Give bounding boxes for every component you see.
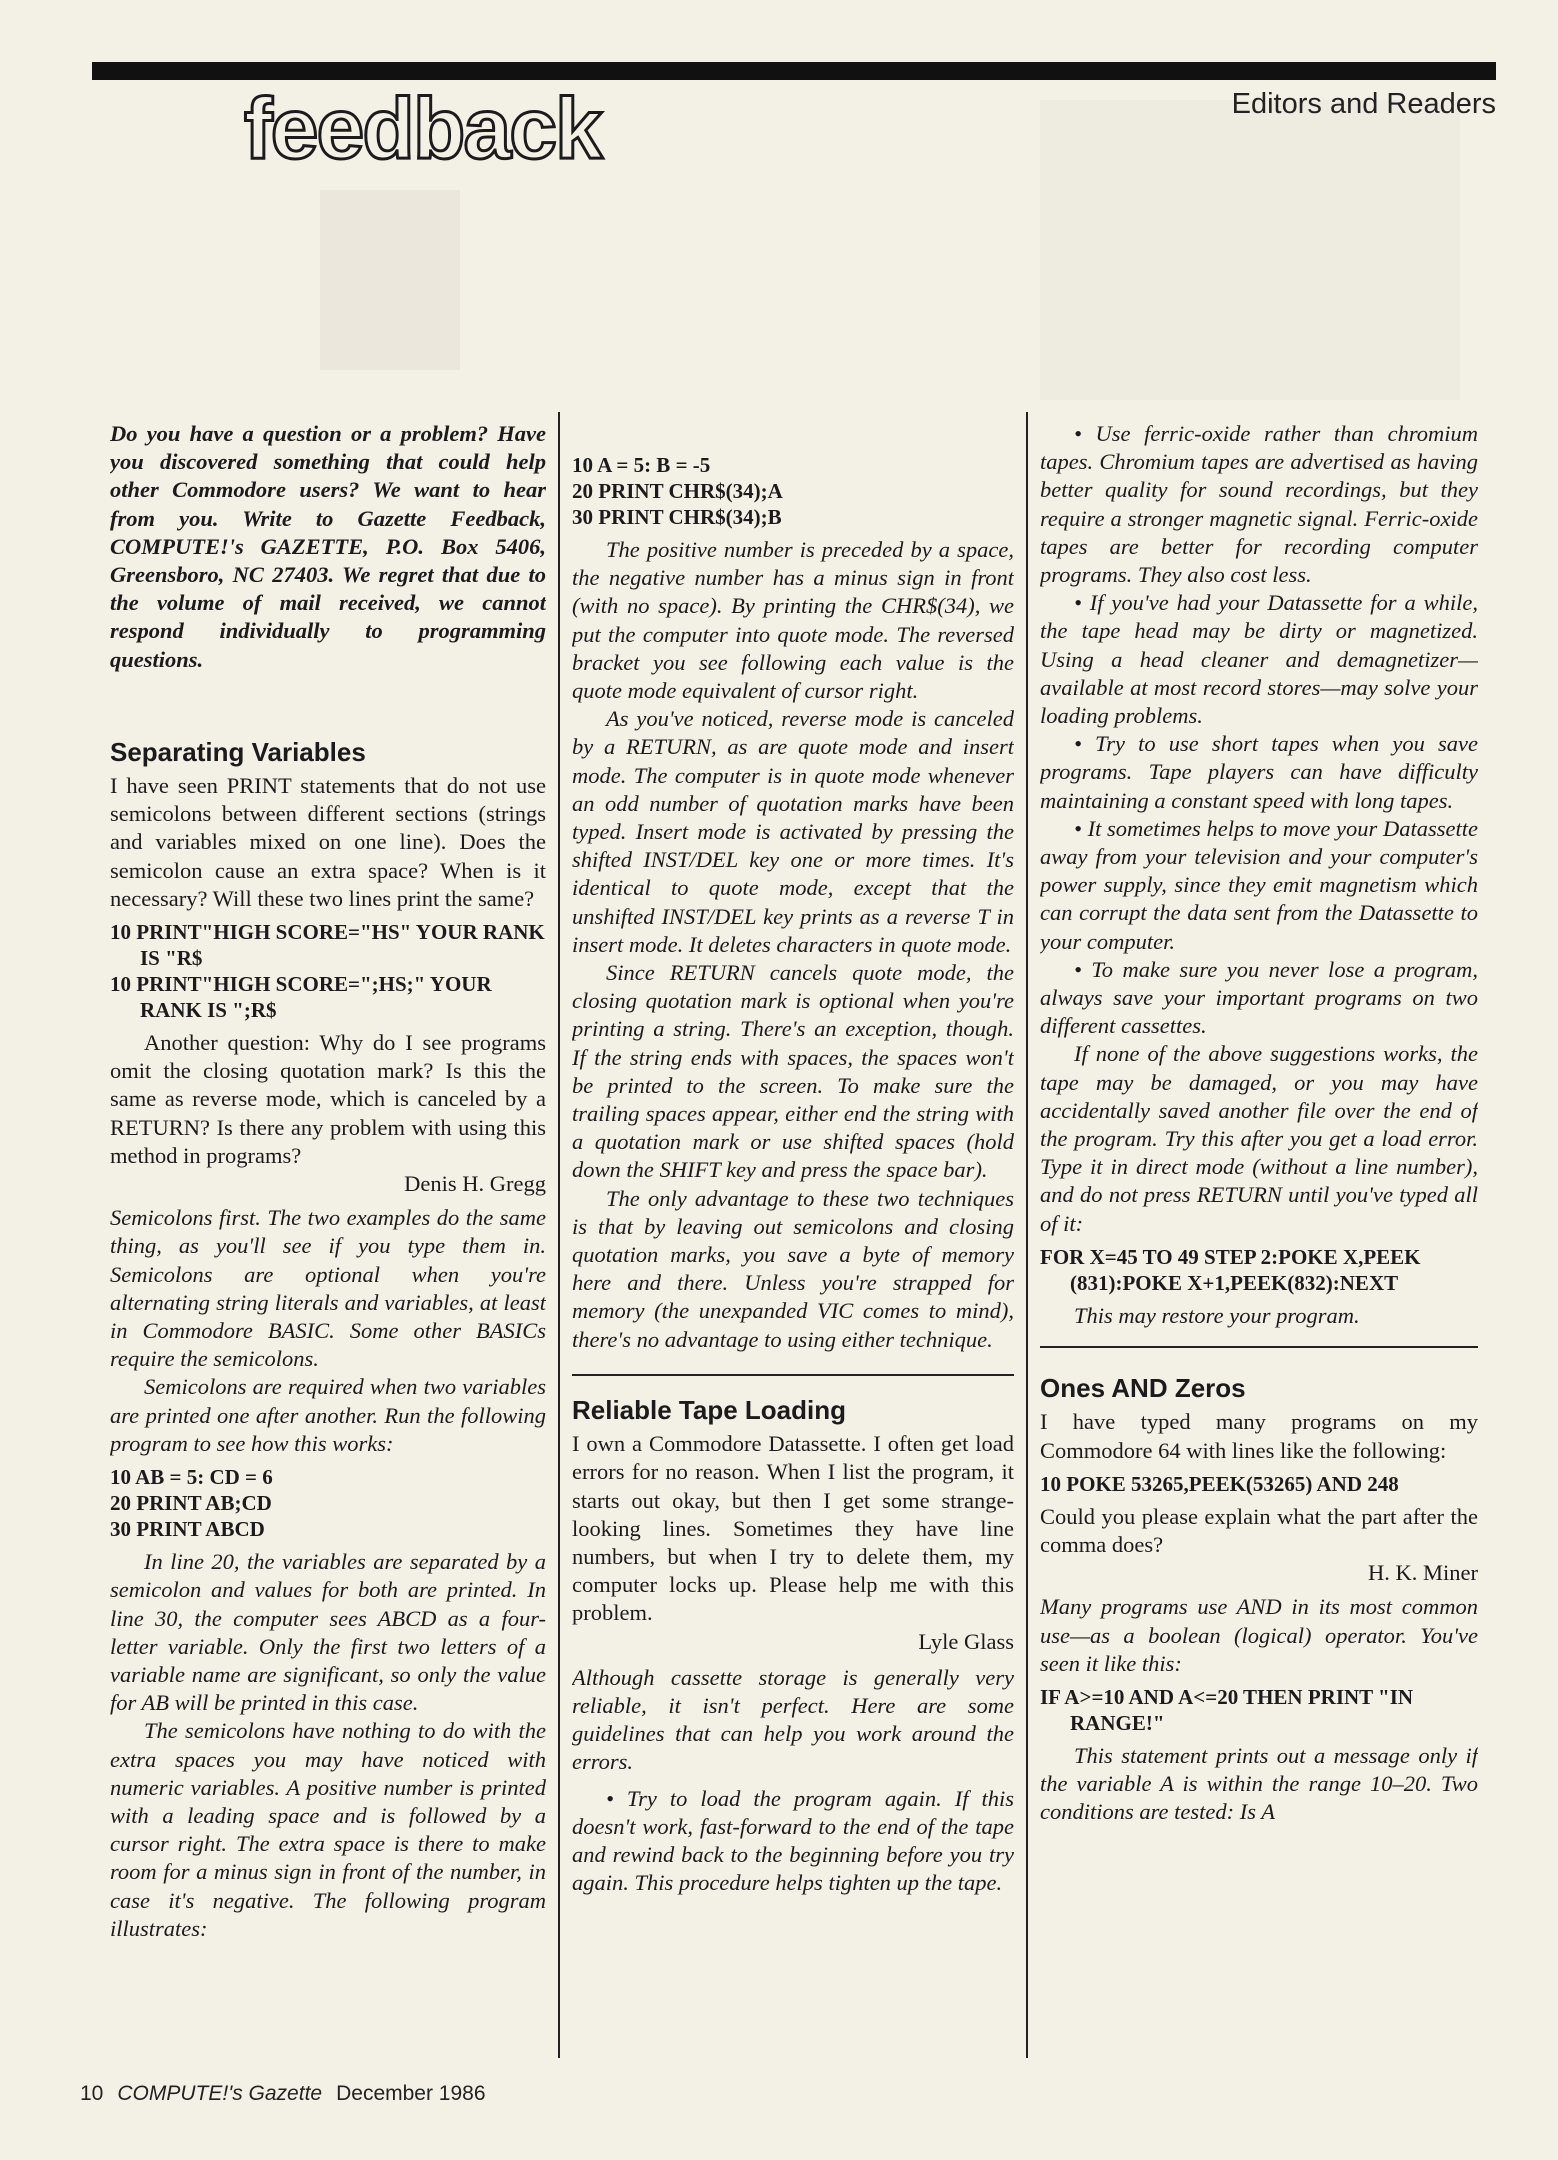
code-block xyxy=(1040,1471,1478,1497)
intro-text: Do you have a question or a problem? Have you discovered something that could help other Commodore users? We want to hear from you. Write to Gazette Feedback, COMPUTE!'s GAZETTE, P.O. Box 5406, Greensboro, NC 27403. We regret that due to the volume of mail received, we cannot respond individually to programming questions. xyxy=(110,421,546,672)
answer-paragraph: If none of the above suggestions works, the tape may be damaged, or you may have accidentally saved another file over the end of the program. Try this after you get a load error. Type it in direct mode (without a line number), and do not press RETURN until you've typed all of it: xyxy=(1040,1041,1478,1236)
tip-paragraph: • If you've had your Datassette for a while, the tape head may be dirty or magnetized. Using a head cleaner and demagnetizer—available at most record stores—may solve your loading problems. xyxy=(1040,590,1478,729)
issue-date: December 1986 xyxy=(336,2082,486,2105)
answer-paragraph: The positive number is preceded by a space, the negative number has a minus sign in front (with no space). By printing the CHR$(34), we put the computer into quote mode. The reversed bracket you see following each value is the quote mode equivalent of cursor right. xyxy=(572,537,1014,704)
top-rule-bar xyxy=(92,62,1496,80)
letter-paragraph: Could you please explain what the part after the comma does? xyxy=(1040,1503,1478,1557)
letter-signature: Lyle Glass xyxy=(918,1628,1014,1654)
letter-paragraph: I own a Commodore Datassette. I often get load errors for no reason. When I list the program, it starts out okay, but then I get some strange-looking lines. Sometimes they have line numbers, but when I try to delete them, my computer locks up. Please help me with this problem. xyxy=(572,1431,1014,1626)
section-divider xyxy=(572,1374,1014,1376)
answer-paragraph: The only advantage to these two techniques is that by leaving out semicolons and closing quotation marks, you save a byte of memory here and there. Unless you're strapped for memory (the unexpanded VIC comes to mind), there's no advantage to using either technique. xyxy=(572,1185,1014,1352)
tip-paragraph: • To make sure you never lose a program, always save your important programs on two different cassettes. xyxy=(1040,956,1478,1039)
answer-paragraph: As you've noticed, reverse mode is canceled by a RETURN, as are quote mode and insert mode. The computer is in quote mode whenever an odd number of quotation marks have been typed. Insert mode is activated by pressing the shifted INST/DEL key one or more times. It's identical to quote mode, except that the unshifted INST/DEL key prints as a reverse T in insert mode. It deletes characters in quote mode. xyxy=(572,706,1014,957)
tip-paragraph: • Use ferric-oxide rather than chromium tapes. Chromium tapes are advertised as having better quality for sound recordings, but they require a stronger magnetic signal. Ferric-oxide tapes are better for recording computer programs. They also cost less. xyxy=(1040,421,1478,588)
section-label: Editors and Readers xyxy=(1231,88,1496,120)
letter-signature: Denis H. Gregg xyxy=(404,1171,546,1197)
code-block xyxy=(110,919,546,1023)
bleed-through-panel xyxy=(1040,100,1460,400)
publication-name: COMPUTE!'s Gazette xyxy=(117,2082,323,2105)
answer-paragraph: Although cassette storage is generally very reliable, it isn't perfect. Here are some guidelines that can help you work around the errors. xyxy=(572,1664,1014,1775)
code-block xyxy=(1040,1244,1478,1296)
code-line: 10 POKE 53265,PEEK(53265) AND 248 xyxy=(1040,1471,1399,1496)
letter-paragraph: I have typed many programs on my Commodore 64 with lines like the following: xyxy=(1040,1409,1478,1463)
answer-paragraph: This statement prints out a message only if the variable A is within the range 10–20. Two conditions are tested: Is A xyxy=(1040,1742,1478,1825)
section-title-tape: Reliable Tape Loading xyxy=(572,1394,847,1425)
tip-paragraph: • Try to load the program again. If this doesn't work, fast-forward to the end of the tape and rewind back to the beginning before you try again. This procedure helps tighten up the tape. xyxy=(572,1785,1014,1896)
code-block xyxy=(1040,1684,1478,1736)
answer-paragraph: The semicolons have nothing to do with the extra spaces you may have noticed with numeric variables. A positive number is printed with a leading space and is followed by a cursor right. The extra space is there to make room for a minus sign in front of the number, in case it's negative. The following program illustrates: xyxy=(110,1718,546,1941)
answer-paragraph: Since RETURN cancels quote mode, the closing quotation mark is optional when you're printing a string. There's an exception, though. If the string ends with spaces, the spaces won't be printed to the screen. To make sure the trailing spaces appear, either end the string with a quotation mark or use shifted spaces (hold down the SHIFT key and press the space bar). xyxy=(572,960,1014,1183)
letter-paragraph: Another question: Why do I see programs omit the closing quotation mark? Is this the same as reverse mode, which is canceled by a RETURN? Is there any problem with using this method in programs? xyxy=(110,1030,546,1168)
bleed-through-book xyxy=(320,190,460,370)
code-line: 20 PRINT AB;CD xyxy=(110,1491,272,1516)
code-line: 10 PRINT"HIGH SCORE="HS" YOUR RANK IS "R$ xyxy=(110,920,545,971)
code-line: 30 PRINT ABCD xyxy=(110,1517,265,1542)
column-2 xyxy=(572,420,1014,2060)
code-line: IF A>=10 AND A<=20 THEN PRINT "IN RANGE!" xyxy=(1040,1684,1414,1735)
code-line: 30 PRINT CHR$(34);B xyxy=(572,505,782,529)
answer-paragraph: Many programs use AND in its most common use—as a boolean (logical) operator. You've seen it like this: xyxy=(1040,1594,1478,1676)
letter-paragraph: I have seen PRINT statements that do not use semicolons between different sections (strings and variables mixed on one line). Does the semicolon cause an extra space? When is it necessary? Will these two lines print the same? xyxy=(110,773,546,911)
answer-paragraph: Semicolons first. The two examples do the same thing, as you'll see if you type them in. Semicolons are optional when you're alternating string literals and variables, at least in Commodore BASIC. Some other BASICs require the semicolons. xyxy=(110,1205,546,1372)
letter-signature: H. K. Miner xyxy=(1368,1560,1478,1586)
code-block xyxy=(110,1464,546,1542)
section-title-separating: Separating Variables xyxy=(110,736,366,767)
answer-paragraph: In line 20, the variables are separated by a semicolon and values for both are printed. In line 30, the computer sees ABCD as a four-letter variable. Only the first two letters of a variable name are significant, so only the value for AB will be printed in this case. xyxy=(110,1549,546,1716)
tip-paragraph: • Try to use short tapes when you save programs. Tape players can have difficulty maintaining a constant speed with long tapes. xyxy=(1040,731,1478,813)
code-line: 10 PRINT"HIGH SCORE=";HS;" YOUR RANK IS ";R$ xyxy=(110,972,492,1023)
code-line: FOR X=45 TO 49 STEP 2:POKE X,PEEK (831):POKE X+1,PEEK(832):NEXT xyxy=(1040,1244,1421,1295)
code-line: 20 PRINT CHR$(34);A xyxy=(572,479,783,503)
column-rule xyxy=(1026,412,1028,2058)
answer-paragraph: Semicolons are required when two variables are printed one after another. Run the following program to see how this works: xyxy=(110,1374,546,1456)
section-title-ones: Ones AND Zeros xyxy=(1040,1373,1246,1404)
code-line: 10 A = 5: B = -5 xyxy=(572,453,711,477)
page-number: 10 xyxy=(80,2082,104,2105)
page-footer xyxy=(80,2082,486,2106)
feedback-logo xyxy=(238,84,658,180)
column-rule xyxy=(558,412,560,2058)
answer-paragraph: This may restore your program. xyxy=(1074,1302,1360,1328)
column-3 xyxy=(1040,420,1478,2060)
column-1 xyxy=(110,420,546,2060)
section-divider xyxy=(1040,1346,1478,1348)
code-line: 10 AB = 5: CD = 6 xyxy=(110,1465,273,1490)
code-block xyxy=(572,452,1014,530)
feedback-logo-text: feedback xyxy=(244,84,601,177)
tip-paragraph: • It sometimes helps to move your Datassette away from your television and your computer's power supply, since they emit magnetism which can corrupt the data sent from the Datassette to your computer. xyxy=(1040,815,1478,954)
